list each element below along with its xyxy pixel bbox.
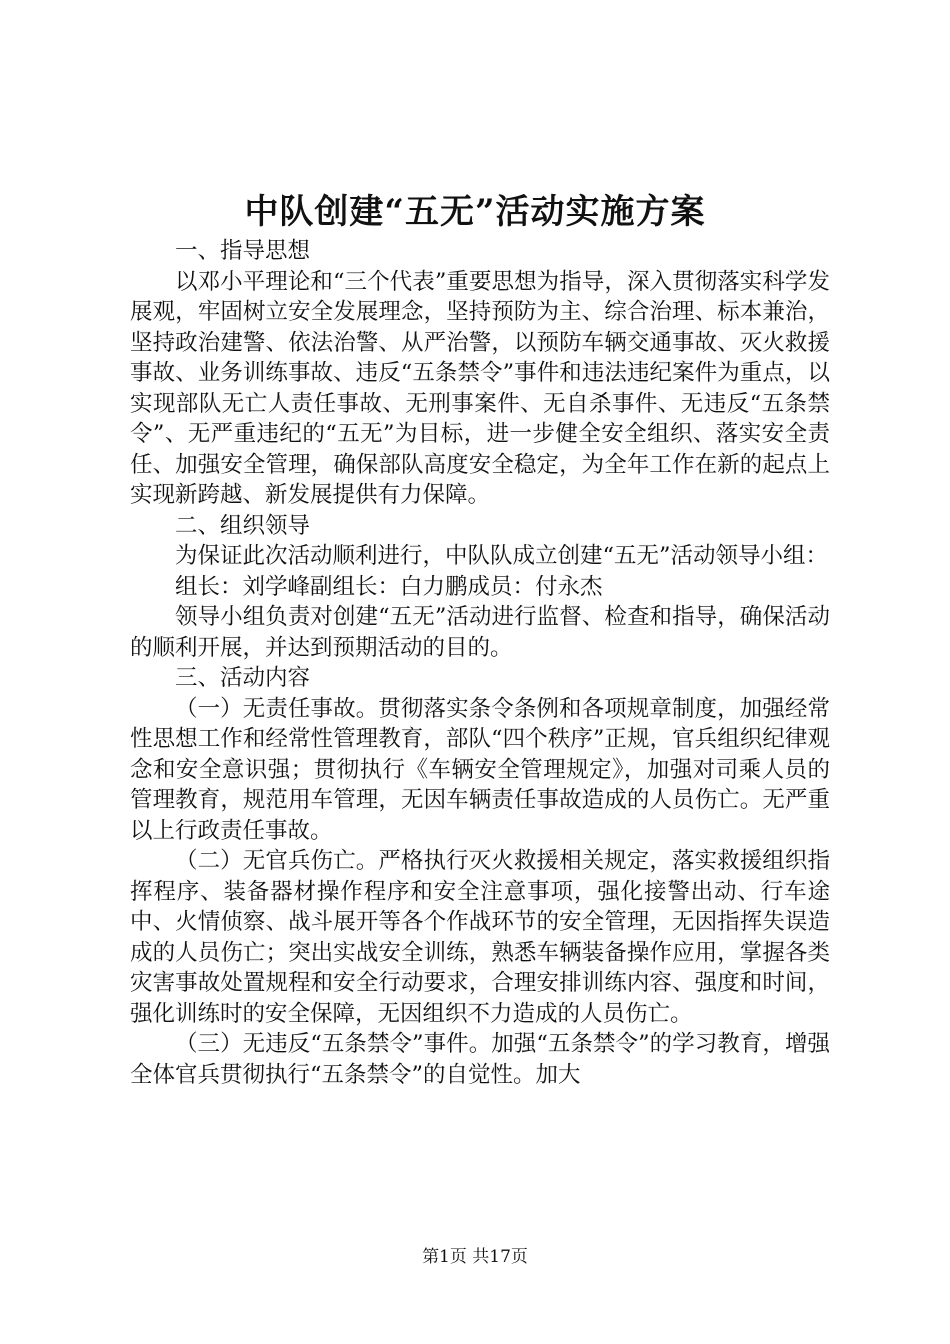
paragraph-leading-group: 为保证此次活动顺利进行，中队队成立创建“五无”活动领导小组： xyxy=(175,543,829,569)
section-heading-activity-content: 三、活动内容 xyxy=(175,665,311,691)
paragraph-item-2: （二）无官兵伤亡。严格执行灭火救援相关规定，落实救援组织指挥程序、装备器材操作程序和安全注意事项，强化接警出动、行车途中、火情侦察、战斗展开等各个作战环节的安全管理，无因指挥失误造成的人员伤亡；突出实战安全训练，熟悉车辆装备操作应用，掌握各类灾害事故处置规程和安全行动要求，合理安排训练内容、强度和时间，强化训练时的安全保障，无因组织不力造成的人员伤亡。 xyxy=(130,848,830,1027)
section-heading-organization: 二、组织领导 xyxy=(175,512,311,539)
paragraph-item-3: （三）无违反“五条禁令”事件。加强“五条禁令”的学习教育，增强全体官兵贯彻执行“五条禁令”的自觉性。加大 xyxy=(130,1031,830,1088)
paragraph-group-members: 组长：刘学峰副组长：白力鹏成员：付永杰 xyxy=(175,573,603,600)
document-body xyxy=(130,236,830,1090)
page-number-footer: 第1页 共17页 xyxy=(422,1247,528,1267)
paragraph-guiding-ideology: 以邓小平理论和“三个代表”重要思想为指导，深入贯彻落实科学发展观，牢固树立安全发展理念，坚持预防为主、综合治理、标本兼治，坚持政治建警、依法治警、从严治警，以预防车辆交通事故、灭火救援事故、业务训练事故、违反“五条禁令”事件和违法违纪案件为重点，以实现部队无亡人责任事故、无刑事案件、无自杀事件、无违反“五条禁令”、无严重违纪的“五无”为目标，进一步健全安全组织、落实安全责任、加强安全管理，确保部队高度安全稳定，为全年工作在新的起点上实现新跨越、新发展提供有力保障。 xyxy=(130,268,830,508)
document-title: 中队创建“五无”活动实施方案 xyxy=(244,192,706,232)
section-heading-guiding-ideology: 一、指导思想 xyxy=(175,238,311,264)
paragraph-item-1: （一）无责任事故。贯彻落实条令条例和各项规章制度，加强经常性思想工作和经常性管理教育，部队“四个秩序”正规，官兵组织纪律观念和安全意识强；贯彻执行《车辆安全管理规定》，加强对司乘人员的管理教育，规范用车管理，无因车辆责任事故造成的人员伤亡。无严重以上行政责任事故。 xyxy=(130,695,830,844)
paragraph-group-duty: 领导小组负责对创建“五无”活动进行监督、检查和指导，确保活动的顺利开展，并达到预期活动的目的。 xyxy=(130,604,830,661)
